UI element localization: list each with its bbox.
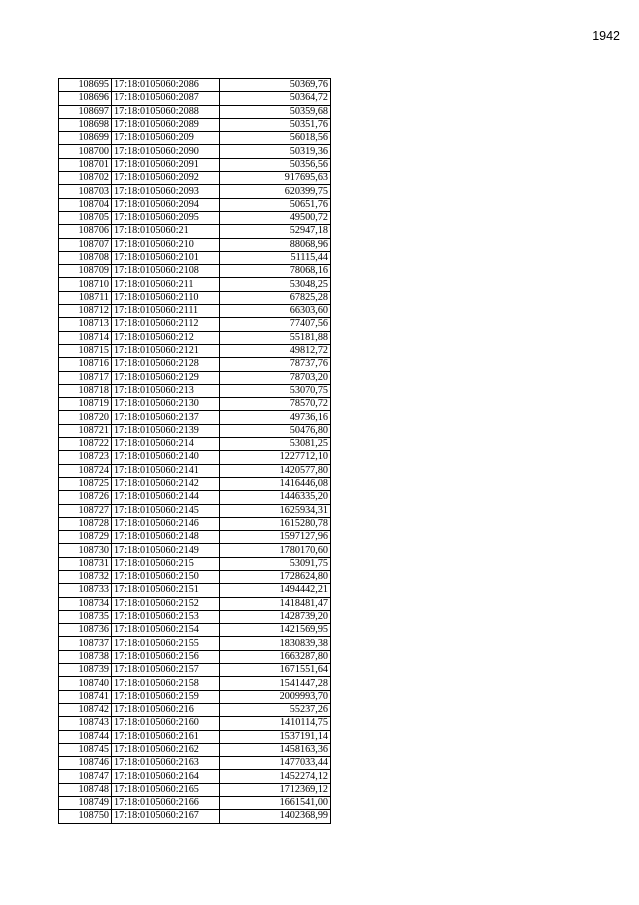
cadastral-number-cell: 17:18:0105060:2145 [112, 504, 220, 517]
cadastral-number-cell: 17:18:0105060:2142 [112, 477, 220, 490]
cadastral-number-cell: 17:18:0105060:2140 [112, 451, 220, 464]
cadastral-number-cell: 17:18:0105060:2121 [112, 344, 220, 357]
row-id-cell: 108744 [59, 730, 112, 743]
row-id-cell: 108707 [59, 238, 112, 251]
cadastral-number-cell: 17:18:0105060:2101 [112, 251, 220, 264]
table-row [59, 783, 331, 796]
table-row [59, 411, 331, 424]
table-row [59, 557, 331, 570]
cadastral-number-cell: 17:18:0105060:2153 [112, 610, 220, 623]
row-id-cell: 108738 [59, 650, 112, 663]
row-id-cell: 108722 [59, 438, 112, 451]
cadastral-number-cell: 17:18:0105060:2150 [112, 570, 220, 583]
row-id-cell: 108710 [59, 278, 112, 291]
cadastral-number-cell: 17:18:0105060:2137 [112, 411, 220, 424]
cadastral-value-cell: 88068,96 [220, 238, 331, 251]
table-row [59, 531, 331, 544]
cadastral-number-cell: 17:18:0105060:2089 [112, 118, 220, 131]
table-row [59, 371, 331, 384]
row-id-cell: 108699 [59, 132, 112, 145]
cadastral-value-cell: 1420577,80 [220, 464, 331, 477]
cadastral-number-cell: 17:18:0105060:2093 [112, 185, 220, 198]
row-id-cell: 108708 [59, 251, 112, 264]
row-id-cell: 108733 [59, 584, 112, 597]
cadastral-value-table [58, 78, 331, 824]
cadastral-value-cell: 50351,76 [220, 118, 331, 131]
row-id-cell: 108745 [59, 743, 112, 756]
row-id-cell: 108701 [59, 158, 112, 171]
cadastral-number-cell: 17:18:0105060:2110 [112, 291, 220, 304]
cadastral-number-cell: 17:18:0105060:2159 [112, 690, 220, 703]
cadastral-number-cell: 17:18:0105060:2092 [112, 172, 220, 185]
table-row [59, 118, 331, 131]
cadastral-value-cell: 55181,88 [220, 331, 331, 344]
row-id-cell: 108713 [59, 318, 112, 331]
table-row [59, 810, 331, 823]
cadastral-value-cell: 66303,60 [220, 305, 331, 318]
cadastral-number-cell: 17:18:0105060:2146 [112, 517, 220, 530]
cadastral-number-cell: 17:18:0105060:210 [112, 238, 220, 251]
row-id-cell: 108732 [59, 570, 112, 583]
cadastral-number-cell: 17:18:0105060:2095 [112, 211, 220, 224]
cadastral-value-cell: 1452274,12 [220, 770, 331, 783]
row-id-cell: 108739 [59, 664, 112, 677]
row-id-cell: 108737 [59, 637, 112, 650]
table-row [59, 251, 331, 264]
table-row [59, 398, 331, 411]
cadastral-number-cell: 17:18:0105060:2154 [112, 624, 220, 637]
table-row [59, 211, 331, 224]
cadastral-value-cell: 50651,76 [220, 198, 331, 211]
cadastral-number-cell: 17:18:0105060:2112 [112, 318, 220, 331]
table-row [59, 743, 331, 756]
row-id-cell: 108735 [59, 610, 112, 623]
cadastral-value-cell: 1227712,10 [220, 451, 331, 464]
table-row [59, 610, 331, 623]
cadastral-number-cell: 17:18:0105060:2128 [112, 358, 220, 371]
cadastral-value-cell: 78068,16 [220, 265, 331, 278]
cadastral-number-cell: 17:18:0105060:2165 [112, 783, 220, 796]
cadastral-value-cell: 1830839,38 [220, 637, 331, 650]
row-id-cell: 108697 [59, 105, 112, 118]
table-row [59, 132, 331, 145]
row-id-cell: 108720 [59, 411, 112, 424]
cadastral-number-cell: 17:18:0105060:2086 [112, 79, 220, 92]
cadastral-value-cell: 53081,25 [220, 438, 331, 451]
table-row [59, 438, 331, 451]
cadastral-number-cell: 17:18:0105060:209 [112, 132, 220, 145]
cadastral-value-cell: 78703,20 [220, 371, 331, 384]
cadastral-number-cell: 17:18:0105060:2130 [112, 398, 220, 411]
cadastral-value-cell: 53091,75 [220, 557, 331, 570]
row-id-cell: 108719 [59, 398, 112, 411]
table-row [59, 278, 331, 291]
cadastral-value-cell: 1625934,31 [220, 504, 331, 517]
cadastral-value-cell: 50359,68 [220, 105, 331, 118]
row-id-cell: 108728 [59, 517, 112, 530]
cadastral-number-cell: 17:18:0105060:2156 [112, 650, 220, 663]
cadastral-number-cell: 17:18:0105060:2141 [112, 464, 220, 477]
cadastral-number-cell: 17:18:0105060:2160 [112, 717, 220, 730]
table-row [59, 504, 331, 517]
table-row [59, 358, 331, 371]
row-id-cell: 108726 [59, 491, 112, 504]
row-id-cell: 108695 [59, 79, 112, 92]
cadastral-number-cell: 17:18:0105060:2094 [112, 198, 220, 211]
cadastral-number-cell: 17:18:0105060:213 [112, 384, 220, 397]
table-row [59, 491, 331, 504]
cadastral-number-cell: 17:18:0105060:2091 [112, 158, 220, 171]
table-row [59, 158, 331, 171]
cadastral-value-cell: 49812,72 [220, 344, 331, 357]
cadastral-value-cell: 49736,16 [220, 411, 331, 424]
cadastral-number-cell: 17:18:0105060:2151 [112, 584, 220, 597]
cadastral-number-cell: 17:18:0105060:216 [112, 703, 220, 716]
table-row [59, 570, 331, 583]
cadastral-value-cell: 1661541,00 [220, 797, 331, 810]
cadastral-number-cell: 17:18:0105060:2166 [112, 797, 220, 810]
cadastral-value-cell: 917695,63 [220, 172, 331, 185]
cadastral-number-cell: 17:18:0105060:2148 [112, 531, 220, 544]
cadastral-number-cell: 17:18:0105060:215 [112, 557, 220, 570]
row-id-cell: 108749 [59, 797, 112, 810]
row-id-cell: 108704 [59, 198, 112, 211]
cadastral-number-cell: 17:18:0105060:214 [112, 438, 220, 451]
table-row [59, 544, 331, 557]
cadastral-value-cell: 77407,56 [220, 318, 331, 331]
cadastral-value-cell: 1402368,99 [220, 810, 331, 823]
cadastral-number-cell: 17:18:0105060:212 [112, 331, 220, 344]
row-id-cell: 108703 [59, 185, 112, 198]
row-id-cell: 108714 [59, 331, 112, 344]
cadastral-number-cell: 17:18:0105060:2139 [112, 424, 220, 437]
cadastral-number-cell: 17:18:0105060:2158 [112, 677, 220, 690]
row-id-cell: 108705 [59, 211, 112, 224]
table-row [59, 624, 331, 637]
row-id-cell: 108731 [59, 557, 112, 570]
table-row [59, 145, 331, 158]
cadastral-number-cell: 17:18:0105060:2090 [112, 145, 220, 158]
table-row [59, 717, 331, 730]
page-number: 1942 [592, 29, 620, 43]
row-id-cell: 108716 [59, 358, 112, 371]
cadastral-value-cell: 1410114,75 [220, 717, 331, 730]
cadastral-number-cell: 17:18:0105060:2108 [112, 265, 220, 278]
row-id-cell: 108743 [59, 717, 112, 730]
cadastral-value-cell: 1537191,14 [220, 730, 331, 743]
cadastral-number-cell: 17:18:0105060:2144 [112, 491, 220, 504]
cadastral-value-cell: 1416446,08 [220, 477, 331, 490]
table-row [59, 584, 331, 597]
row-id-cell: 108746 [59, 757, 112, 770]
table-row [59, 238, 331, 251]
cadastral-value-cell: 1671551,64 [220, 664, 331, 677]
row-id-cell: 108747 [59, 770, 112, 783]
cadastral-value-cell: 1477033,44 [220, 757, 331, 770]
cadastral-number-cell: 17:18:0105060:2149 [112, 544, 220, 557]
cadastral-value-cell: 1728624,80 [220, 570, 331, 583]
row-id-cell: 108750 [59, 810, 112, 823]
row-id-cell: 108742 [59, 703, 112, 716]
table-row [59, 464, 331, 477]
table-row [59, 318, 331, 331]
table-row [59, 664, 331, 677]
table-row [59, 703, 331, 716]
table-row [59, 517, 331, 530]
cadastral-number-cell: 17:18:0105060:2164 [112, 770, 220, 783]
row-id-cell: 108725 [59, 477, 112, 490]
row-id-cell: 108723 [59, 451, 112, 464]
cadastral-value-cell: 1428739,20 [220, 610, 331, 623]
table-row [59, 770, 331, 783]
row-id-cell: 108711 [59, 291, 112, 304]
cadastral-value-cell: 1597127,96 [220, 531, 331, 544]
cadastral-number-cell: 17:18:0105060:2155 [112, 637, 220, 650]
cadastral-number-cell: 17:18:0105060:211 [112, 278, 220, 291]
cadastral-number-cell: 17:18:0105060:2163 [112, 757, 220, 770]
cadastral-number-cell: 17:18:0105060:2088 [112, 105, 220, 118]
table-row [59, 92, 331, 105]
table-row [59, 690, 331, 703]
cadastral-number-cell: 17:18:0105060:2129 [112, 371, 220, 384]
table-row [59, 265, 331, 278]
cadastral-number-cell: 17:18:0105060:2111 [112, 305, 220, 318]
cadastral-value-cell: 1615280,78 [220, 517, 331, 530]
cadastral-value-cell: 50319,36 [220, 145, 331, 158]
cadastral-value-cell: 56018,56 [220, 132, 331, 145]
table-row [59, 344, 331, 357]
row-id-cell: 108700 [59, 145, 112, 158]
cadastral-value-cell: 1458163,36 [220, 743, 331, 756]
cadastral-value-cell: 50356,56 [220, 158, 331, 171]
table-row [59, 185, 331, 198]
cadastral-value-cell: 1446335,20 [220, 491, 331, 504]
cadastral-number-cell: 17:18:0105060:2152 [112, 597, 220, 610]
table-row [59, 597, 331, 610]
table-row [59, 198, 331, 211]
row-id-cell: 108698 [59, 118, 112, 131]
row-id-cell: 108709 [59, 265, 112, 278]
cadastral-number-cell: 17:18:0105060:21 [112, 225, 220, 238]
table-row [59, 172, 331, 185]
cadastral-value-cell: 1780170,60 [220, 544, 331, 557]
cadastral-number-cell: 17:18:0105060:2157 [112, 664, 220, 677]
row-id-cell: 108734 [59, 597, 112, 610]
table-row [59, 477, 331, 490]
row-id-cell: 108718 [59, 384, 112, 397]
table-row [59, 650, 331, 663]
row-id-cell: 108712 [59, 305, 112, 318]
row-id-cell: 108729 [59, 531, 112, 544]
cadastral-value-cell: 53070,75 [220, 384, 331, 397]
cadastral-value-cell: 1712369,12 [220, 783, 331, 796]
table-row [59, 305, 331, 318]
row-id-cell: 108715 [59, 344, 112, 357]
row-id-cell: 108748 [59, 783, 112, 796]
row-id-cell: 108696 [59, 92, 112, 105]
cadastral-value-cell: 620399,75 [220, 185, 331, 198]
row-id-cell: 108706 [59, 225, 112, 238]
cadastral-value-cell: 1418481,47 [220, 597, 331, 610]
cadastral-value-cell: 50476,80 [220, 424, 331, 437]
cadastral-number-cell: 17:18:0105060:2167 [112, 810, 220, 823]
cadastral-value-cell: 49500,72 [220, 211, 331, 224]
row-id-cell: 108730 [59, 544, 112, 557]
cadastral-value-cell: 50364,72 [220, 92, 331, 105]
row-id-cell: 108702 [59, 172, 112, 185]
table-row [59, 331, 331, 344]
table-row [59, 79, 331, 92]
cadastral-value-cell: 78570,72 [220, 398, 331, 411]
row-id-cell: 108727 [59, 504, 112, 517]
cadastral-value-cell: 50369,76 [220, 79, 331, 92]
table-row [59, 451, 331, 464]
row-id-cell: 108740 [59, 677, 112, 690]
table-row [59, 291, 331, 304]
cadastral-value-cell: 78737,76 [220, 358, 331, 371]
row-id-cell: 108721 [59, 424, 112, 437]
row-id-cell: 108717 [59, 371, 112, 384]
cadastral-value-cell: 53048,25 [220, 278, 331, 291]
cadastral-number-cell: 17:18:0105060:2087 [112, 92, 220, 105]
cadastral-value-cell: 52947,18 [220, 225, 331, 238]
table-row [59, 105, 331, 118]
cadastral-value-cell: 51115,44 [220, 251, 331, 264]
cadastral-value-cell: 67825,28 [220, 291, 331, 304]
cadastral-value-cell: 1421569,95 [220, 624, 331, 637]
row-id-cell: 108736 [59, 624, 112, 637]
table-row [59, 424, 331, 437]
cadastral-number-cell: 17:18:0105060:2162 [112, 743, 220, 756]
cadastral-number-cell: 17:18:0105060:2161 [112, 730, 220, 743]
table-row [59, 677, 331, 690]
table-row [59, 637, 331, 650]
cadastral-value-cell: 1541447,28 [220, 677, 331, 690]
table-row [59, 384, 331, 397]
table-row [59, 730, 331, 743]
row-id-cell: 108741 [59, 690, 112, 703]
table-body [59, 79, 331, 824]
cadastral-value-cell: 55237,26 [220, 703, 331, 716]
cadastral-value-cell: 1494442,21 [220, 584, 331, 597]
table-row [59, 225, 331, 238]
table-row [59, 797, 331, 810]
cadastral-value-cell: 2009993,70 [220, 690, 331, 703]
cadastral-value-cell: 1663287,80 [220, 650, 331, 663]
row-id-cell: 108724 [59, 464, 112, 477]
table-row [59, 757, 331, 770]
